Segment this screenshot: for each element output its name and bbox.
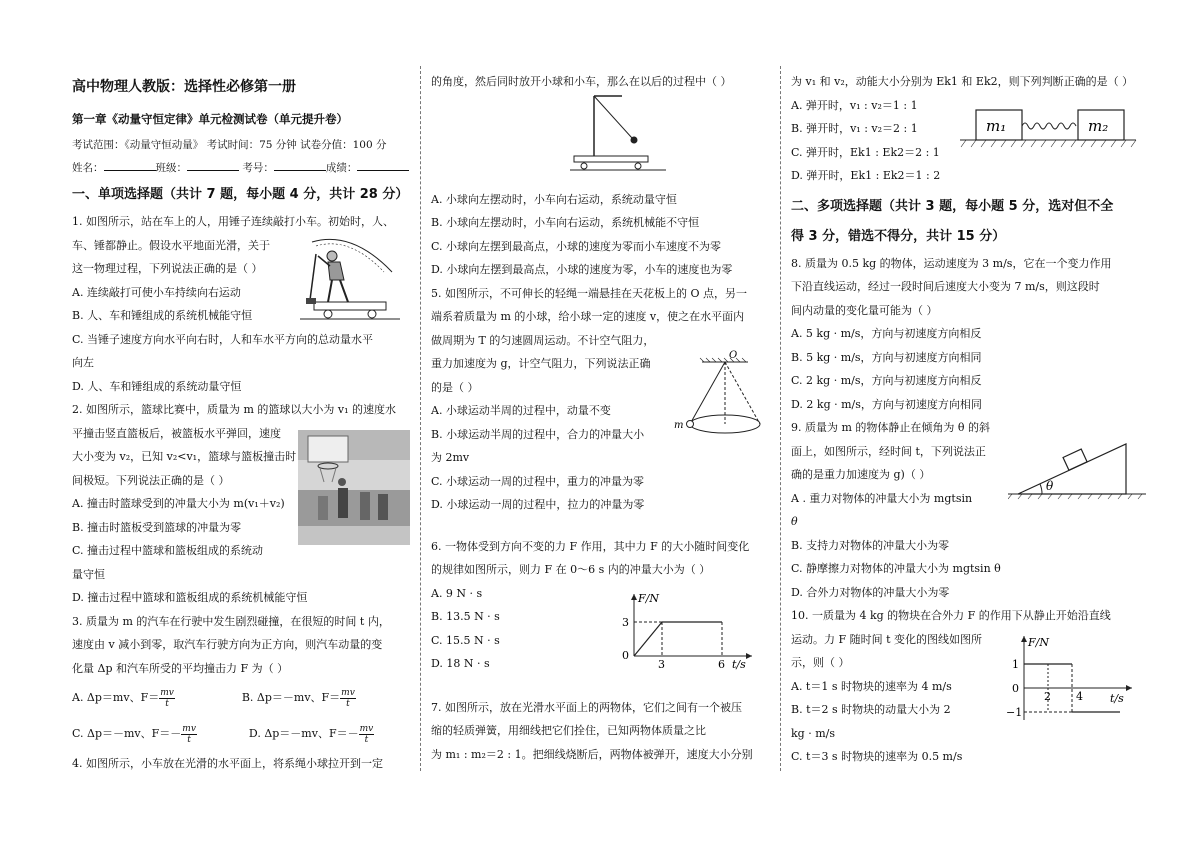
q7-option-c[interactable]: C. 弹开时，Ek1 : Ek2＝2 : 1	[791, 145, 940, 159]
q6-tick-x-6: 6	[718, 658, 725, 670]
q3-option-b-text: B. Δp＝－mv、F＝	[241, 691, 341, 704]
class-field[interactable]	[187, 160, 239, 171]
q10-stem-2: 运动。力 F 随时间 t 变化的图线如图所	[791, 632, 983, 646]
fraction-mv-t	[340, 688, 356, 709]
q3-option-d[interactable]	[248, 723, 374, 745]
q1-option-b[interactable]: B. 人、车和锤组成的系统机械能守恒	[72, 309, 253, 322]
frac-den: t	[346, 698, 350, 709]
q10-force-time-graph	[1002, 632, 1142, 724]
student-info-row	[72, 157, 410, 180]
q6-tick-origin: 0	[622, 649, 629, 662]
q1-option-c[interactable]: C. 当锤子速度方向水平向右时，人和车水平方向的总动量水平	[72, 332, 374, 346]
frac-den: t	[165, 698, 169, 709]
score-label: 成绩：	[325, 162, 358, 174]
q5-option-c[interactable]: C. 小球运动一周的过程中，重力的冲量为零	[431, 474, 645, 488]
exam-meta: 考试范围：《动量守恒动量》 考试时间：75 分钟 试卷分值：100 分	[72, 139, 387, 151]
column-1	[72, 70, 410, 776]
q5-stem-5: 的是（ ）	[431, 380, 479, 394]
q5-option-b[interactable]: B. 小球运动半周的过程中，合力的冲量大小	[431, 427, 645, 441]
q8-stem-3: 间内动量的变化量可能为（ ）	[791, 303, 938, 317]
column-divider-left	[420, 66, 421, 771]
q3-option-a-text: A. Δp＝mv、F＝	[72, 691, 160, 704]
q9-option-c[interactable]: C. 静摩擦力对物体的冲量大小为 mgtsin θ	[791, 562, 1001, 575]
number-field[interactable]	[274, 160, 326, 171]
q10-option-b-cont: kg · m/s	[791, 726, 835, 740]
q4-option-a[interactable]: A. 小球向左摆动时，小车向右运动，系统动量守恒	[431, 192, 677, 206]
q10-axis-y-label: F/N	[1028, 636, 1049, 649]
name-field[interactable]	[104, 160, 156, 171]
q4-stem-2: 的角度，然后同时放开小球和小车，那么在以后的过程中（ ）	[431, 75, 732, 88]
q9-option-a[interactable]: A . 重力对物体的冲量大小为 mgtsin	[791, 491, 973, 505]
q8-option-a[interactable]: A. 5 kg · m/s，方向与初速度方向相反	[791, 327, 982, 340]
q6-tick-y-3: 3	[622, 616, 629, 629]
q9-label-theta: θ	[1046, 479, 1054, 493]
q6-option-a[interactable]: A. 9 N · s	[431, 586, 483, 600]
question-7	[431, 696, 771, 767]
fraction-mv-t	[181, 724, 197, 745]
q6-stem-2: 的规律如图所示，则力 F 在 0～6 s 内的冲量大小为（ ）	[431, 563, 711, 576]
q2-option-c-cont: 量守恒	[72, 567, 105, 581]
q7-label-m1: m₁	[986, 117, 1007, 135]
q8-option-c[interactable]: C. 2 kg · m/s，方向与初速度方向相反	[791, 374, 982, 387]
q3-option-b[interactable]	[241, 687, 356, 709]
q2-stem-2: 平撞击竖直篮板后，被篮板水平弹回，速度	[72, 426, 281, 440]
q5-conical-pendulum-figure	[672, 348, 772, 440]
q7-option-a[interactable]: A. 弹开时，v₁ : v₂＝1 : 1	[791, 98, 918, 112]
q7-stem-2: 缩的轻质弹簧，用细线把它们拴住，已知两物体质量之比	[431, 724, 706, 737]
q2-option-b[interactable]: B. 撞击时篮板受到篮球的冲量为零	[72, 520, 242, 534]
q7-option-d[interactable]: D. 弹开时，Ek1 : Ek2＝1 : 2	[791, 169, 941, 182]
score-field[interactable]	[357, 160, 409, 171]
q1-option-c-cont: 向左	[72, 356, 94, 369]
q9-stem-1: 9. 质量为 m 的物体静止在倾角为 θ 的斜	[791, 421, 991, 434]
q1-cart-figure	[292, 232, 407, 324]
q3-stem-2: 速度由 v 减小到零，取汽车行驶方向为正方向，则汽车动量的变	[72, 638, 383, 651]
frac-den: t	[187, 734, 191, 745]
q3-option-c[interactable]	[72, 723, 197, 745]
q1-stem-2: 车、锤都静止。假设水平地面光滑，关于	[72, 238, 270, 252]
frac-num: mv	[182, 723, 196, 734]
q10-tick-x-4: 4	[1076, 690, 1083, 703]
q7-stem-1: 7. 如图所示，放在光滑水平面上的两物体，它们之间有一个被压	[431, 700, 742, 714]
number-label: 考号：	[242, 162, 274, 174]
frac-num: mv	[359, 723, 374, 734]
q7-option-b[interactable]: B. 弹开时，v₁ : v₂＝2 : 1	[791, 122, 918, 135]
q2-basketball-photo	[298, 430, 410, 549]
q5-option-a[interactable]: A. 小球运动半周的过程中，动量不变	[431, 404, 611, 417]
frac-den: t	[364, 734, 369, 745]
fraction-mv-t	[359, 724, 375, 745]
q9-stem-3: 确的是重力加速度为 g)（ ）	[791, 468, 931, 481]
q10-tick-y-neg1: −1	[1006, 706, 1023, 719]
q5-option-d[interactable]: D. 小球运动一周的过程中，拉力的冲量为零	[431, 498, 645, 511]
q3-options-cd	[72, 716, 410, 752]
q3-option-c-text: C. Δp＝－mv、F＝－	[72, 727, 182, 740]
q10-tick-y-1: 1	[1012, 658, 1019, 671]
fraction-mv-t	[159, 688, 175, 709]
q10-stem-1: 10. 一质量为 4 kg 的物块在合外力 F 的作用下从静止开始沿直线	[791, 609, 1111, 622]
q7-spring-blocks-figure	[958, 102, 1138, 152]
q2-stem-3: 大小变为 v₂，已知 v₂<v₁，篮球与篮板撞击时	[72, 450, 297, 463]
q7-stem-3: 为 m₁ : m₂＝2 : 1。把细线烧断后，两物体被弹开，速度大小分别	[431, 747, 753, 761]
q6-option-b[interactable]: B. 13.5 N · s	[431, 610, 500, 623]
q6-axis-x-label: t/s	[732, 658, 746, 670]
q4-stem-1: 4. 如图所示，小车放在光滑的水平面上，将系绳小球拉开到一定	[72, 757, 383, 770]
q2-stem-1: 2. 如图所示，篮球比赛中，质量为 m 的篮球以大小为 v₁ 的速度水	[72, 403, 397, 416]
q8-stem-1: 8. 质量为 0.5 kg 的物体，运动速度为 3 m/s，它在一个变力作用	[791, 256, 1112, 270]
q9-option-d[interactable]: D. 合外力对物体的冲量大小为零	[791, 585, 950, 599]
q1-stem-1: 1. 如图所示，站在车上的人，用锤子连续敲打小车。初始时，人、	[72, 215, 394, 228]
q4-option-b[interactable]: B. 小球向左摆动时，小车向右运动，系统机械能不守恒	[431, 216, 700, 229]
q5-stem-3: 做周期为 T 的匀速圆周运动。不计空气阻力，	[431, 333, 655, 347]
q6-stem-1: 6. 一物体受到方向不变的力 F 作用，其中力 F 的大小随时间变化	[431, 539, 750, 553]
q1-option-d[interactable]: D. 人、车和锤组成的系统动量守恒	[72, 379, 242, 393]
q6-force-time-graph	[612, 588, 762, 670]
q5-stem-1: 5. 如图所示，不可伸长的轻绳一端悬挂在天花板上的 O 点，另一	[431, 286, 748, 300]
q2-option-a[interactable]: A. 撞击时篮球受到的冲量大小为 m(v₁＋v₂)	[72, 497, 285, 510]
section-1-heading: 一、单项选择题（共计 7 题，每小题 4 分，共计 28 分）	[72, 187, 409, 202]
q2-option-d[interactable]: D. 撞击过程中篮球和篮板组成的系统机械能守恒	[72, 591, 308, 604]
q9-incline-figure	[1008, 436, 1148, 500]
q3-stem-3: 化量 Δp 和汽车所受的平均撞击力 F 为（ ）	[72, 661, 289, 675]
q3-options-ab	[72, 680, 410, 716]
q9-option-b[interactable]: B. 支持力对物体的冲量大小为零	[791, 538, 950, 552]
q10-tick-y-0: 0	[1012, 682, 1019, 695]
class-label: 班级：	[155, 162, 187, 174]
q3-option-a[interactable]	[72, 687, 175, 709]
q5-label-o: O	[729, 350, 738, 361]
q6-axis-y-label: F/N	[638, 592, 659, 605]
q5-stem-4: 重力加速度为 g，计空气阻力，下列说法正确	[431, 357, 651, 370]
q8-option-d[interactable]: D. 2 kg · m/s，方向与初速度方向相同	[791, 397, 982, 411]
q6-option-c[interactable]: C. 15.5 N · s	[431, 633, 500, 647]
q10-axis-x-label: t/s	[1110, 692, 1124, 705]
q3-stem-1: 3. 质量为 m 的汽车在行驶中发生剧烈碰撞，在很短的时间 t 内，	[72, 614, 390, 628]
q10-tick-x-2: 2	[1044, 690, 1051, 703]
q10-option-b[interactable]: B. t＝2 s 时物块的动量大小为 2	[791, 703, 951, 716]
chapter-title: 第一章《动量守恒定律》单元检测试卷（单元提升卷）	[72, 112, 348, 126]
q4-option-c[interactable]: C. 小球向左摆到最高点，小球的速度为零而小车速度不为零	[431, 239, 722, 253]
q1-option-a[interactable]: A. 连续敲打可使小车持续向右运动	[72, 285, 241, 299]
question-8	[791, 252, 1136, 417]
q4-pendulum-cart-figure	[570, 92, 670, 174]
q4-option-d[interactable]: D. 小球向左摆到最高点，小球的速度为零，小车的速度也为零	[431, 263, 733, 276]
question-3	[72, 610, 410, 753]
q7-stem-4: 为 v₁ 和 v₂，动能大小分别为 Ek1 和 Ek2，则下列判断正确的是（ ）	[791, 75, 1134, 88]
q8-option-b[interactable]: B. 5 kg · m/s，方向与初速度方向相同	[791, 350, 982, 364]
q5-stem-2: 端系着质量为 m 的小球，给小球一定的速度 v，使之在水平面内	[431, 310, 745, 323]
q7-label-m2: m₂	[1088, 117, 1109, 135]
q6-option-d[interactable]: D. 18 N · s	[431, 657, 490, 670]
q5-option-b-cont: 为 2mv	[431, 451, 470, 464]
q9-stem-2: 面上，如图所示，经时间 t，下列说法正	[791, 444, 986, 458]
column-divider-right	[780, 66, 781, 771]
frac-num: mv	[160, 687, 174, 698]
name-label: 姓名：	[72, 162, 104, 174]
q3-option-d-text: D. Δp＝－mv、F＝－	[248, 727, 359, 740]
q9-option-a-cont: θ	[791, 515, 798, 528]
q1-stem-3: 这一物理过程，下列说法正确的是（ ）	[72, 262, 263, 275]
section-2-heading: 二、多项选择题（共计 3 题，每小题 5 分，选对但不全	[791, 198, 1114, 214]
section-2-heading-cont: 得 3 分，错选不得分，共计 15 分）	[791, 228, 1006, 244]
exam-title: 高中物理人教版：选择性必修第一册	[72, 79, 296, 95]
q10-option-c[interactable]: C. t＝3 s 时物块的速率为 0.5 m/s	[791, 750, 963, 763]
q10-stem-3: 示，则（ ）	[791, 656, 850, 669]
q2-stem-4: 间极短。下列说法正确的是（ ）	[72, 473, 230, 487]
q2-option-c[interactable]: C. 撞击过程中篮球和篮板组成的系统动	[72, 544, 264, 557]
q6-tick-x-3: 3	[658, 658, 665, 670]
q8-stem-2: 下沿直线运动，经过一段时间后速度大小变为 7 m/s，则这段时	[791, 280, 1100, 293]
q5-label-m: m	[674, 420, 684, 431]
q10-option-a[interactable]: A. t＝1 s 时物块的速率为 4 m/s	[791, 679, 952, 693]
frac-num: mv	[341, 687, 355, 698]
